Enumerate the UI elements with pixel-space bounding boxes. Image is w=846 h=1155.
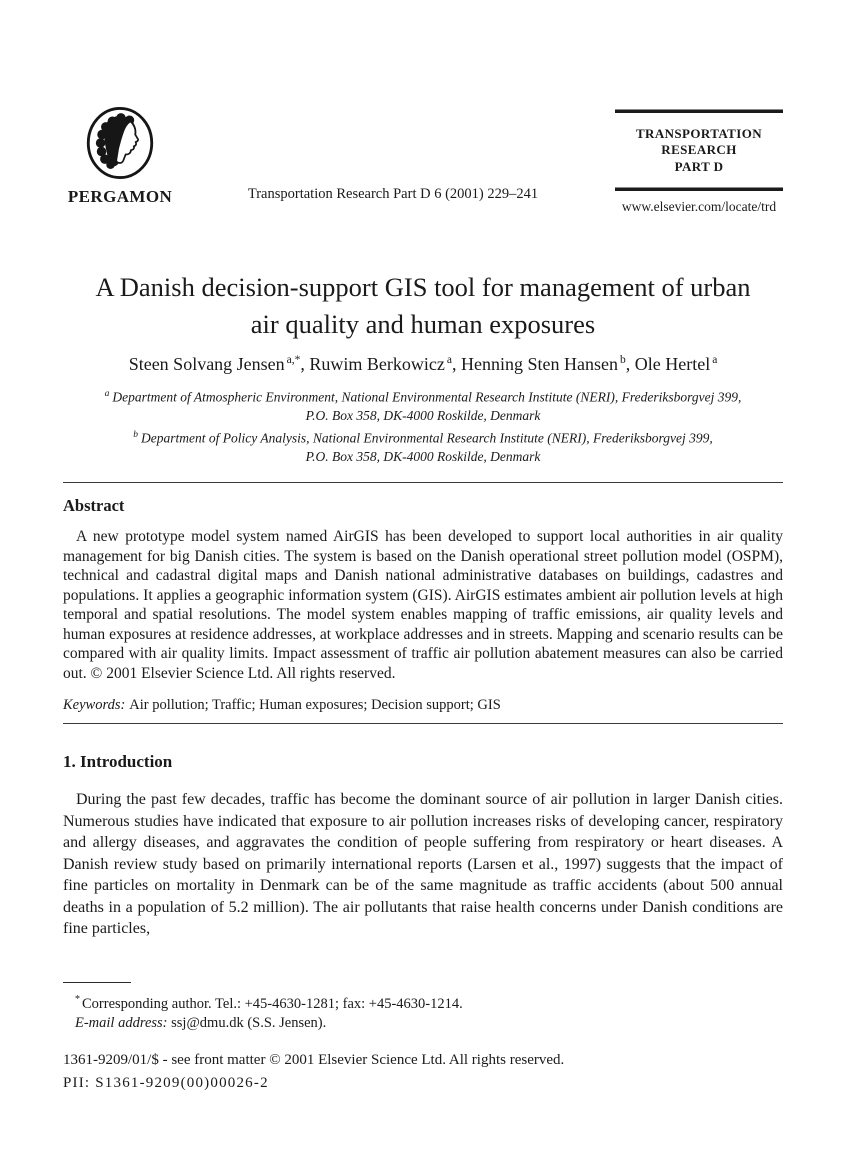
imprint [63, 1049, 783, 1095]
affiliation-line: P.O. Box 358, DK-4000 Roskilde, Denmark [305, 408, 541, 423]
footnote-line [75, 990, 783, 1014]
corresponding-author-footnote [63, 990, 783, 1034]
author-name: Henning Sten Hansen [461, 354, 618, 374]
abstract-bottom-rule [63, 723, 783, 724]
abstract-top-rule [63, 482, 783, 483]
footnote-email-line [75, 1014, 783, 1034]
section-heading: 1. Introduction [63, 752, 173, 771]
pergamon-logo-icon [84, 105, 156, 181]
email-address[interactable]: ssj@dmu.dk (S.S. Jensen). [171, 1015, 327, 1032]
affiliation [63, 426, 783, 467]
journal-title-box [615, 109, 783, 215]
copyright-line: 1361-9209/01/$ - see front matter © 2001 Elsevier Science Ltd. All rights reserved. [63, 1051, 565, 1068]
author-separator: , [625, 354, 635, 374]
author-list [63, 354, 783, 375]
keywords-label: Keywords: [63, 697, 126, 713]
journal-name-line: TRANSPORTATION [635, 126, 762, 141]
email-label: E-mail address: [75, 1015, 168, 1032]
journal-name [615, 126, 783, 175]
journal-masthead [63, 0, 783, 223]
affiliation-mark: a [104, 389, 110, 399]
publisher-brand [65, 105, 175, 207]
footnote-text: Corresponding author. Tel.: +45-4630-1281; fax: +45-4630-1214. [82, 995, 463, 1012]
article-title-line: air quality and human exposures [250, 309, 596, 339]
affiliation-line [63, 426, 783, 448]
pii-line: PII: S1361-9209(00)00026-2 [63, 1074, 269, 1091]
author-name: Ruwim Berkowicz [309, 354, 445, 374]
journal-name-line: RESEARCH [661, 142, 737, 158]
journal-citation: Transportation Research Part D 6 (2001) 229–241 [247, 186, 539, 202]
affiliation-mark: b [133, 429, 138, 440]
publisher-name: PERGAMON [67, 187, 173, 206]
affiliation-text: Department of Policy Analysis, National Environmental Research Institute (NERI), Frederiksborgvej 399, [140, 430, 713, 445]
page-content [63, 0, 783, 940]
affiliation [63, 385, 783, 426]
journal-box-bottom-rule [615, 187, 783, 191]
author-affiliation-mark: a,* [286, 354, 301, 366]
author-name: Ole Hertel [634, 354, 711, 374]
author-affiliation-mark: a [712, 354, 718, 366]
keywords-line [63, 697, 783, 714]
author-separator: , [300, 354, 310, 374]
journal-url-link[interactable]: www.elsevier.com/locate/trd [621, 198, 777, 214]
affiliation-line [63, 385, 783, 407]
author-affiliation-mark: a [446, 354, 452, 366]
footnote-marker: * [75, 994, 80, 1005]
affiliation-line: P.O. Box 358, DK-4000 Roskilde, Denmark [305, 448, 541, 464]
affiliation-text: Department of Atmospheric Environment, National Environmental Research Institute (NERI), Frederiksborgvej 399, [112, 389, 742, 405]
page-footer [63, 982, 783, 1095]
author-name: Steen Solvang Jensen [128, 354, 285, 374]
author-separator: , [452, 354, 461, 374]
journal-box-top-rule [615, 109, 783, 113]
journal-name-line: PART D [674, 158, 724, 174]
abstract-section [63, 496, 783, 714]
section-paragraph: During the past few decades, traffic has become the dominant source of air pollution in larger Danish cities. Numerous studies have indicated that exposure to air pollution increases risks of developing cancer, respiratory and allergy diseases, and aggravates the condition of people suffering from respiratory or heart diseases. A Danish review study based on primarily international reports (Larsen et al., 1997) suggests that the impact of fine particles on mortality in Denmark can be of the same magnitude as traffic accidents (about 500 annual deaths in a population of 5.2 million). The air pollutants that raise health concerns under Danish conditions are fine particles, [63, 791, 783, 937]
author-affiliation-mark: b [619, 354, 626, 366]
keywords-list: Air pollution; Traffic; Human exposures; Decision support; GIS [129, 697, 501, 713]
article-title-line: A Danish decision-support GIS tool for management of urban [95, 272, 751, 302]
introduction-section [63, 752, 783, 940]
article-title [63, 269, 783, 343]
footnote-rule [63, 982, 131, 983]
affiliations [63, 385, 783, 466]
abstract-heading: Abstract [63, 496, 125, 515]
abstract-text: A new prototype model system named AirGIS has been developed to support local authorities in air quality management for big Danish cities. The system is based on the Danish operational street pollution model (OSPM), technical and cadastral digital maps and Danish national administrative databases on buildings, cadastres and populations. It applies a geographic information system (GIS). AirGIS estimates ambient air pollution levels at high temporal and spatial resolutions. The model system enables mapping of traffic emissions, air quality levels and human exposures at residence addresses, at workplace addresses and in streets. Mapping and scenario results can be compared with air quality limits. Impact assessment of traffic air pollution abatement measures can also be carried out. © 2001 Elsevier Science Ltd. All rights reserved. [63, 528, 783, 682]
